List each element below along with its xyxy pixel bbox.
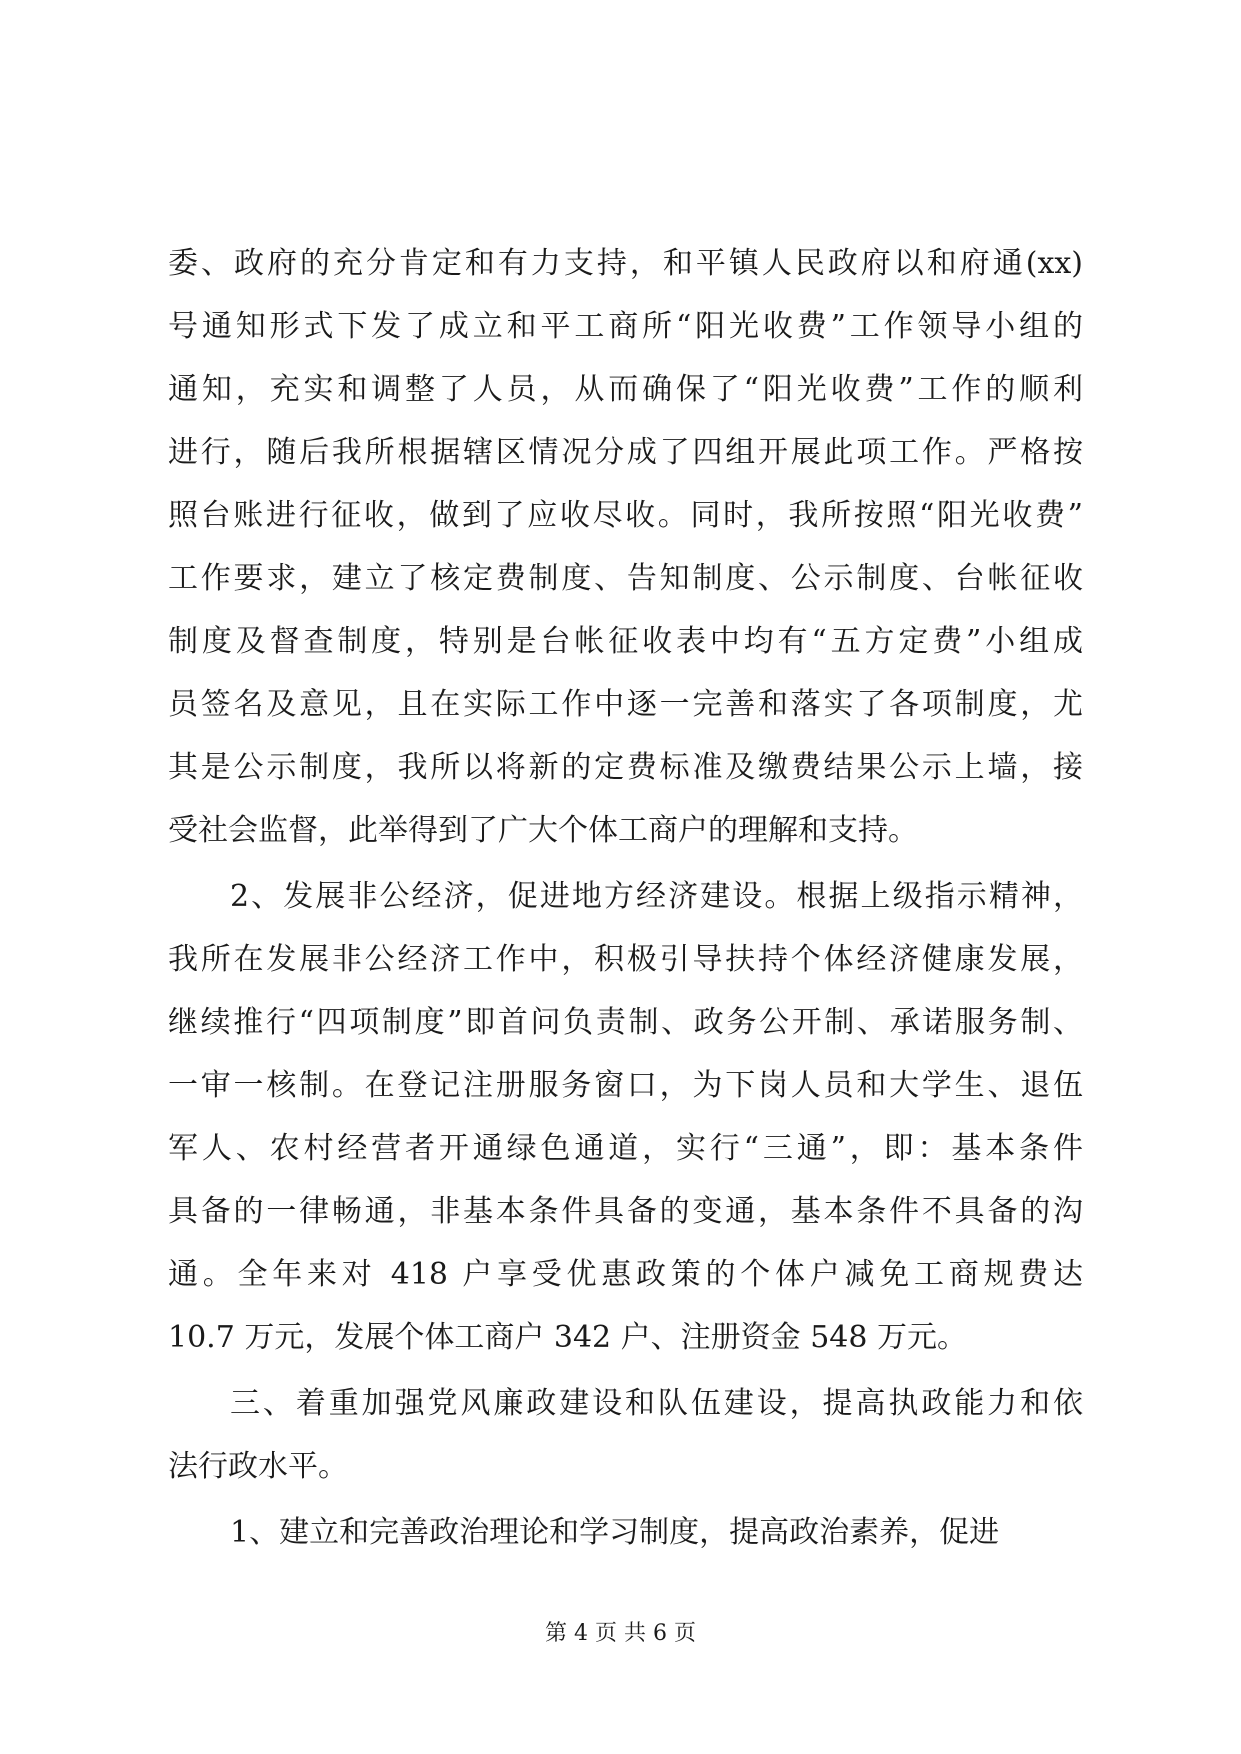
text-line: 委、政府的充分肯定和有力支持，和平镇人民政府以和府通(xx): [168, 246, 1083, 281]
text-line: 我所在发展非公经济工作中，积极引导扶持个体经济健康发展，: [168, 942, 1083, 977]
paragraph: [168, 1501, 1083, 1564]
text-line: 工作要求，建立了核定费制度、告知制度、公示制度、台帐征收: [168, 561, 1083, 596]
text-line: 继续推行“四项制度”即首问负责制、政务公开制、承诺服务制、: [168, 1005, 1083, 1040]
text-line: 员签名及意见，且在实际工作中逐一完善和落实了各项制度，尤: [168, 687, 1083, 722]
text-line: 受社会监督，此举得到了广大个体工商户的理解和支持。: [168, 813, 918, 848]
text-line: 制度及督查制度，特别是台帐征收表中均有“五方定费”小组成: [168, 624, 1083, 659]
text-line: 具备的一律畅通，非基本条件具备的变通，基本条件不具备的沟: [168, 1194, 1083, 1229]
paragraph: [168, 865, 1083, 1369]
document-body: [168, 232, 1083, 1564]
text-line: 10.7 万元，发展个体工商户 342 户、注册资金 548 万元。: [168, 1320, 967, 1355]
text-line: 通。全年来对 418 户享受优惠政策的个体户减免工商规费达: [168, 1257, 1083, 1292]
text-line: 进行，随后我所根据辖区情况分成了四组开展此项工作。严格按: [168, 435, 1083, 470]
text-line: 号通知形式下发了成立和平工商所“阳光收费”工作领导小组的: [168, 309, 1083, 344]
paragraph: [168, 1372, 1083, 1498]
text-line: 1、建立和完善政治理论和学习制度，提高政治素养，促进: [230, 1515, 1000, 1550]
text-line: 军人、农村经营者开通绿色通道，实行“三通”，即：基本条件: [168, 1131, 1083, 1166]
text-line: 一审一核制。在登记注册服务窗口，为下岗人员和大学生、退伍: [168, 1068, 1083, 1103]
text-line: 通知，充实和调整了人员，从而确保了“阳光收费”工作的顺利: [168, 372, 1083, 407]
paragraph: [168, 232, 1083, 862]
text-line: 其是公示制度，我所以将新的定费标准及缴费结果公示上墙，接: [168, 750, 1083, 785]
page-footer: 第 4 页 共 6 页: [545, 1621, 696, 1646]
text-line: 三、着重加强党风廉政建设和队伍建设，提高执政能力和依: [230, 1386, 1083, 1421]
text-line: 法行政水平。: [168, 1449, 348, 1484]
text-line: 2、发展非公经济，促进地方经济建设。根据上级指示精神，: [230, 879, 1083, 914]
text-line: 照台账进行征收，做到了应收尽收。同时，我所按照“阳光收费”: [168, 498, 1083, 533]
